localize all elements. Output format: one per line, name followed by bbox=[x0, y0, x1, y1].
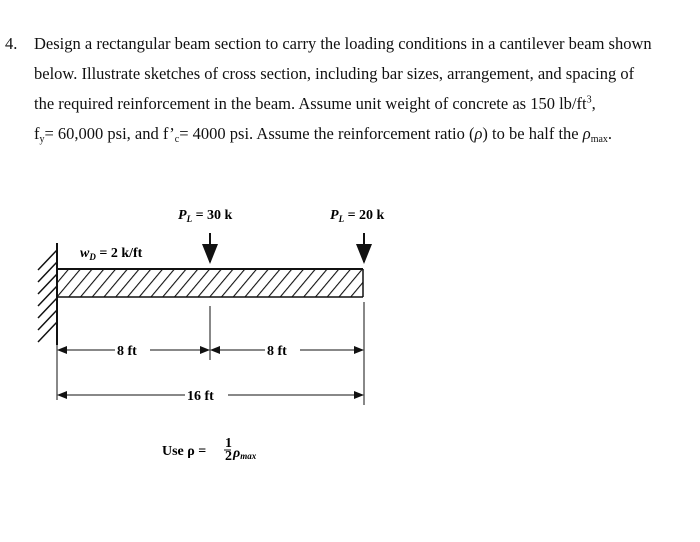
dim3-label: 16 ft bbox=[187, 389, 214, 404]
dim2-label: 8 ft bbox=[267, 344, 287, 359]
dim1-label: 8 ft bbox=[117, 344, 137, 359]
problem-line-1: Design a rectangular beam section to carry the loading conditions in a cantilever beam shown bbox=[34, 34, 652, 53]
fixed-support bbox=[38, 243, 57, 345]
line4-text-b: = 60,000 psi, and f’ bbox=[44, 124, 175, 143]
load2-label: $P_L = 20$ k bbox=[330, 208, 385, 224]
use-rho-note bbox=[162, 436, 257, 464]
rho-symbol: ρ bbox=[474, 124, 483, 143]
rho-max-symbol: ρ bbox=[582, 124, 591, 143]
fc-subscript: c bbox=[174, 134, 180, 145]
rho-max-subscript: max bbox=[590, 134, 608, 145]
fraction-denominator: 2 bbox=[225, 449, 232, 464]
fy-subscript: y bbox=[39, 134, 45, 145]
point-load-20k bbox=[330, 208, 385, 262]
fraction-numerator: 1 bbox=[225, 436, 232, 451]
line3-superscript: 3 bbox=[586, 94, 592, 106]
load1-label: $P_L = 30$ k bbox=[178, 208, 233, 224]
dimension-16ft bbox=[58, 389, 363, 404]
point-load-30k bbox=[178, 208, 233, 262]
line4-period: . bbox=[607, 124, 613, 143]
use-rho-text: Use ρ = bbox=[162, 444, 207, 459]
rho-max-label: ρmax bbox=[233, 446, 257, 461]
line3-text: the required reinforcement in the beam. Assume unit weight of concrete as 150 lb/ft bbox=[34, 94, 587, 113]
line3-comma: , bbox=[591, 94, 596, 113]
dimension-8ft-right bbox=[211, 344, 363, 359]
dead-load-label: $w_D = 2$ k/ft bbox=[80, 246, 143, 262]
dimension-8ft-left bbox=[58, 344, 209, 359]
problem-number: 4. bbox=[5, 34, 18, 53]
line4-text-c: = 4000 psi. Assume the reinforcement ratio ( bbox=[179, 124, 475, 143]
line4-text-d: ) to be half the bbox=[482, 124, 583, 143]
beam bbox=[57, 269, 363, 297]
fy-f: f bbox=[34, 124, 40, 143]
problem-line-2: below. Illustrate sketches of cross section, including bar sizes, arrangement, and spacing of bbox=[34, 64, 635, 83]
